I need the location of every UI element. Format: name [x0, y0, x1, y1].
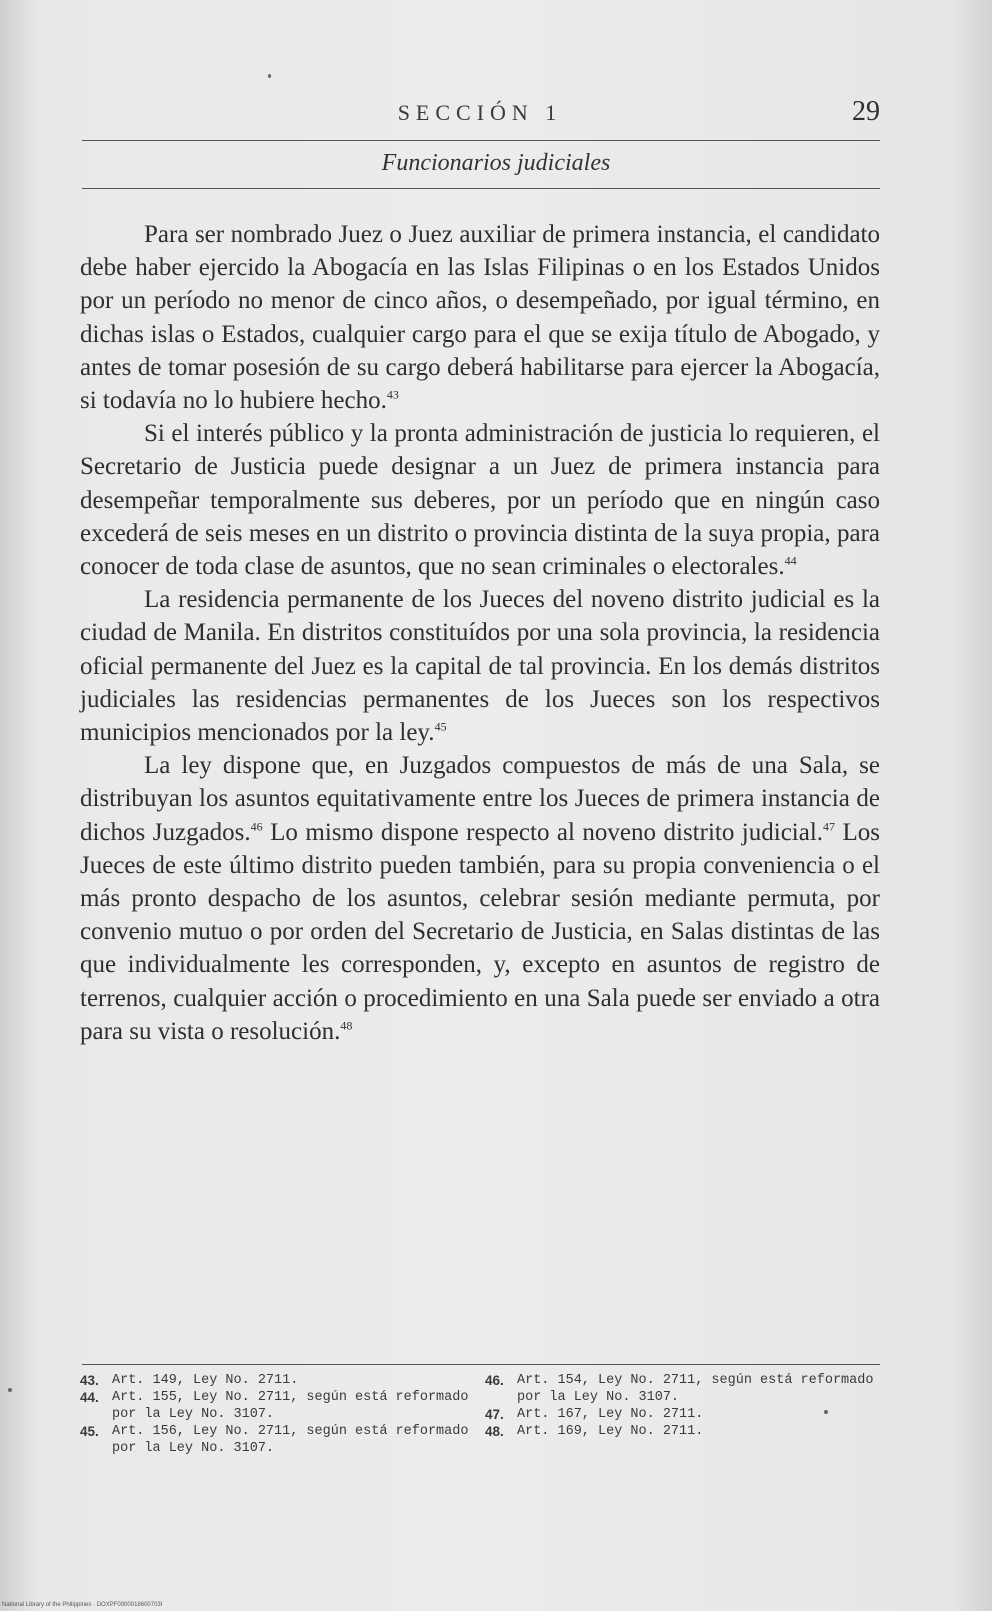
- paragraph-text: Para ser nombrado Juez o Juez auxiliar de primera instancia, el candidato debe haber ejercido la Abogacía en las Islas Filipinas o en los Estados Unidos por un período no menor de cinco años, o desempeñado, por igual término, en dichas islas o Estados, cualquier cargo para el que se exija título de Abogado, y antes de tomar posesión de su cargo deberá habilitarse para ejercer la Abogacía, si todavía no lo hubiere hecho.: [80, 221, 880, 415]
- footnotes-right-column: [485, 1372, 880, 1457]
- footnote-ref: 48: [340, 1018, 353, 1033]
- footnote-text: Art. 167, Ley No. 2711.: [517, 1407, 704, 1422]
- footnote-text: Art. 156, Ley No. 2711, según está reformado por la Ley No. 3107.: [112, 1424, 469, 1456]
- footnote-ref: 46: [250, 819, 263, 834]
- scan-credit: National Library of the Philippines · DOXPF0000018600703I: [2, 1602, 163, 1608]
- footnote-text: Art. 154, Ley No. 2711, según está reformado por la Ley No. 3107.: [517, 1373, 874, 1405]
- scan-speck: [824, 1410, 828, 1414]
- footnotes: [80, 1372, 880, 1457]
- footnote-text: Art. 169, Ley No. 2711.: [517, 1424, 704, 1439]
- footnote-rule: [82, 1364, 880, 1365]
- paragraph: [80, 417, 880, 583]
- chapter-subtitle: Funcionarios judiciales: [381, 150, 611, 176]
- header-rule: [82, 140, 880, 141]
- footnote-number: 46.: [485, 1373, 504, 1388]
- footnote-number: 44.: [80, 1390, 99, 1405]
- footnote-ref: 45: [434, 719, 447, 734]
- paragraph-text: Lo mismo dispone respecto al noveno distrito judicial.: [262, 818, 824, 846]
- section-title: SECCIÓN 1: [397, 100, 563, 125]
- page-number: 29: [852, 96, 880, 127]
- footnote-ref: 47: [823, 819, 836, 834]
- paragraph-text: La ley dispone que, en Juzgados compuestos de más de una Sala, se distribuyan los asuntos equitativamente entre los Jueces de primera instancia de dichos Juzgados.: [80, 752, 880, 846]
- footnote-ref: 43: [386, 387, 399, 402]
- subtitle-rule: [82, 188, 880, 189]
- footnote-number: 43.: [80, 1373, 99, 1388]
- footnote-number: 47.: [485, 1407, 504, 1422]
- footnote: [80, 1423, 475, 1457]
- page-header: [80, 96, 880, 134]
- footnote-ref: 44: [784, 553, 797, 568]
- scan-speck: [268, 74, 271, 78]
- paragraph: [80, 749, 880, 1048]
- footnote: [80, 1372, 475, 1389]
- footnote-number: 45.: [80, 1424, 99, 1439]
- footnote: [485, 1423, 880, 1440]
- footnote: [485, 1406, 880, 1423]
- paragraph: [80, 218, 880, 417]
- footnote-text: Art. 155, Ley No. 2711, según está reformado por la Ley No. 3107.: [112, 1390, 469, 1422]
- footnote-number: 48.: [485, 1424, 504, 1439]
- footnote-text: Art. 149, Ley No. 2711.: [112, 1373, 299, 1388]
- footnote: [485, 1372, 880, 1406]
- paragraph: [80, 583, 880, 749]
- paragraph-text: Los Jueces de este último distrito pueden también, para su propia conveniencia o el más pronto despacho de los asuntos, celebrar sesión mediante permuta, por convenio mutuo o por orden del Secretario de Justicia, en Salas distintas de las que individualmente les corresponden, y, excepto en asuntos de registro de terrenos, cualquier acción o procedimiento en una Sala puede ser enviado a otra para su vista o resolución.: [80, 818, 881, 1045]
- body-text: [80, 218, 880, 1048]
- scan-speck: [8, 1388, 12, 1392]
- footnotes-left-column: [80, 1372, 475, 1457]
- paragraph-text: La residencia permanente de los Jueces del noveno distrito judicial es la ciudad de Manila. En distritos constituídos por una sola provincia, la residencia oficial permanente del Juez es la capital de tal provincia. En los demás distritos judiciales las residencias permanentes de los Jueces son los respectivos municipios mencionados por la ley.: [80, 586, 880, 747]
- paragraph-text: Si el interés público y la pronta administración de justicia lo requieren, el Secretario de Justicia puede designar a un Juez de primera instancia para desempeñar temporalmente sus deberes, por un período que en ningún caso excederá de seis meses en un distrito o provincia distinta de la suya propia, para conocer de toda clase de asuntos, que no sean criminales o electorales.: [80, 420, 880, 581]
- footnote: [80, 1389, 475, 1423]
